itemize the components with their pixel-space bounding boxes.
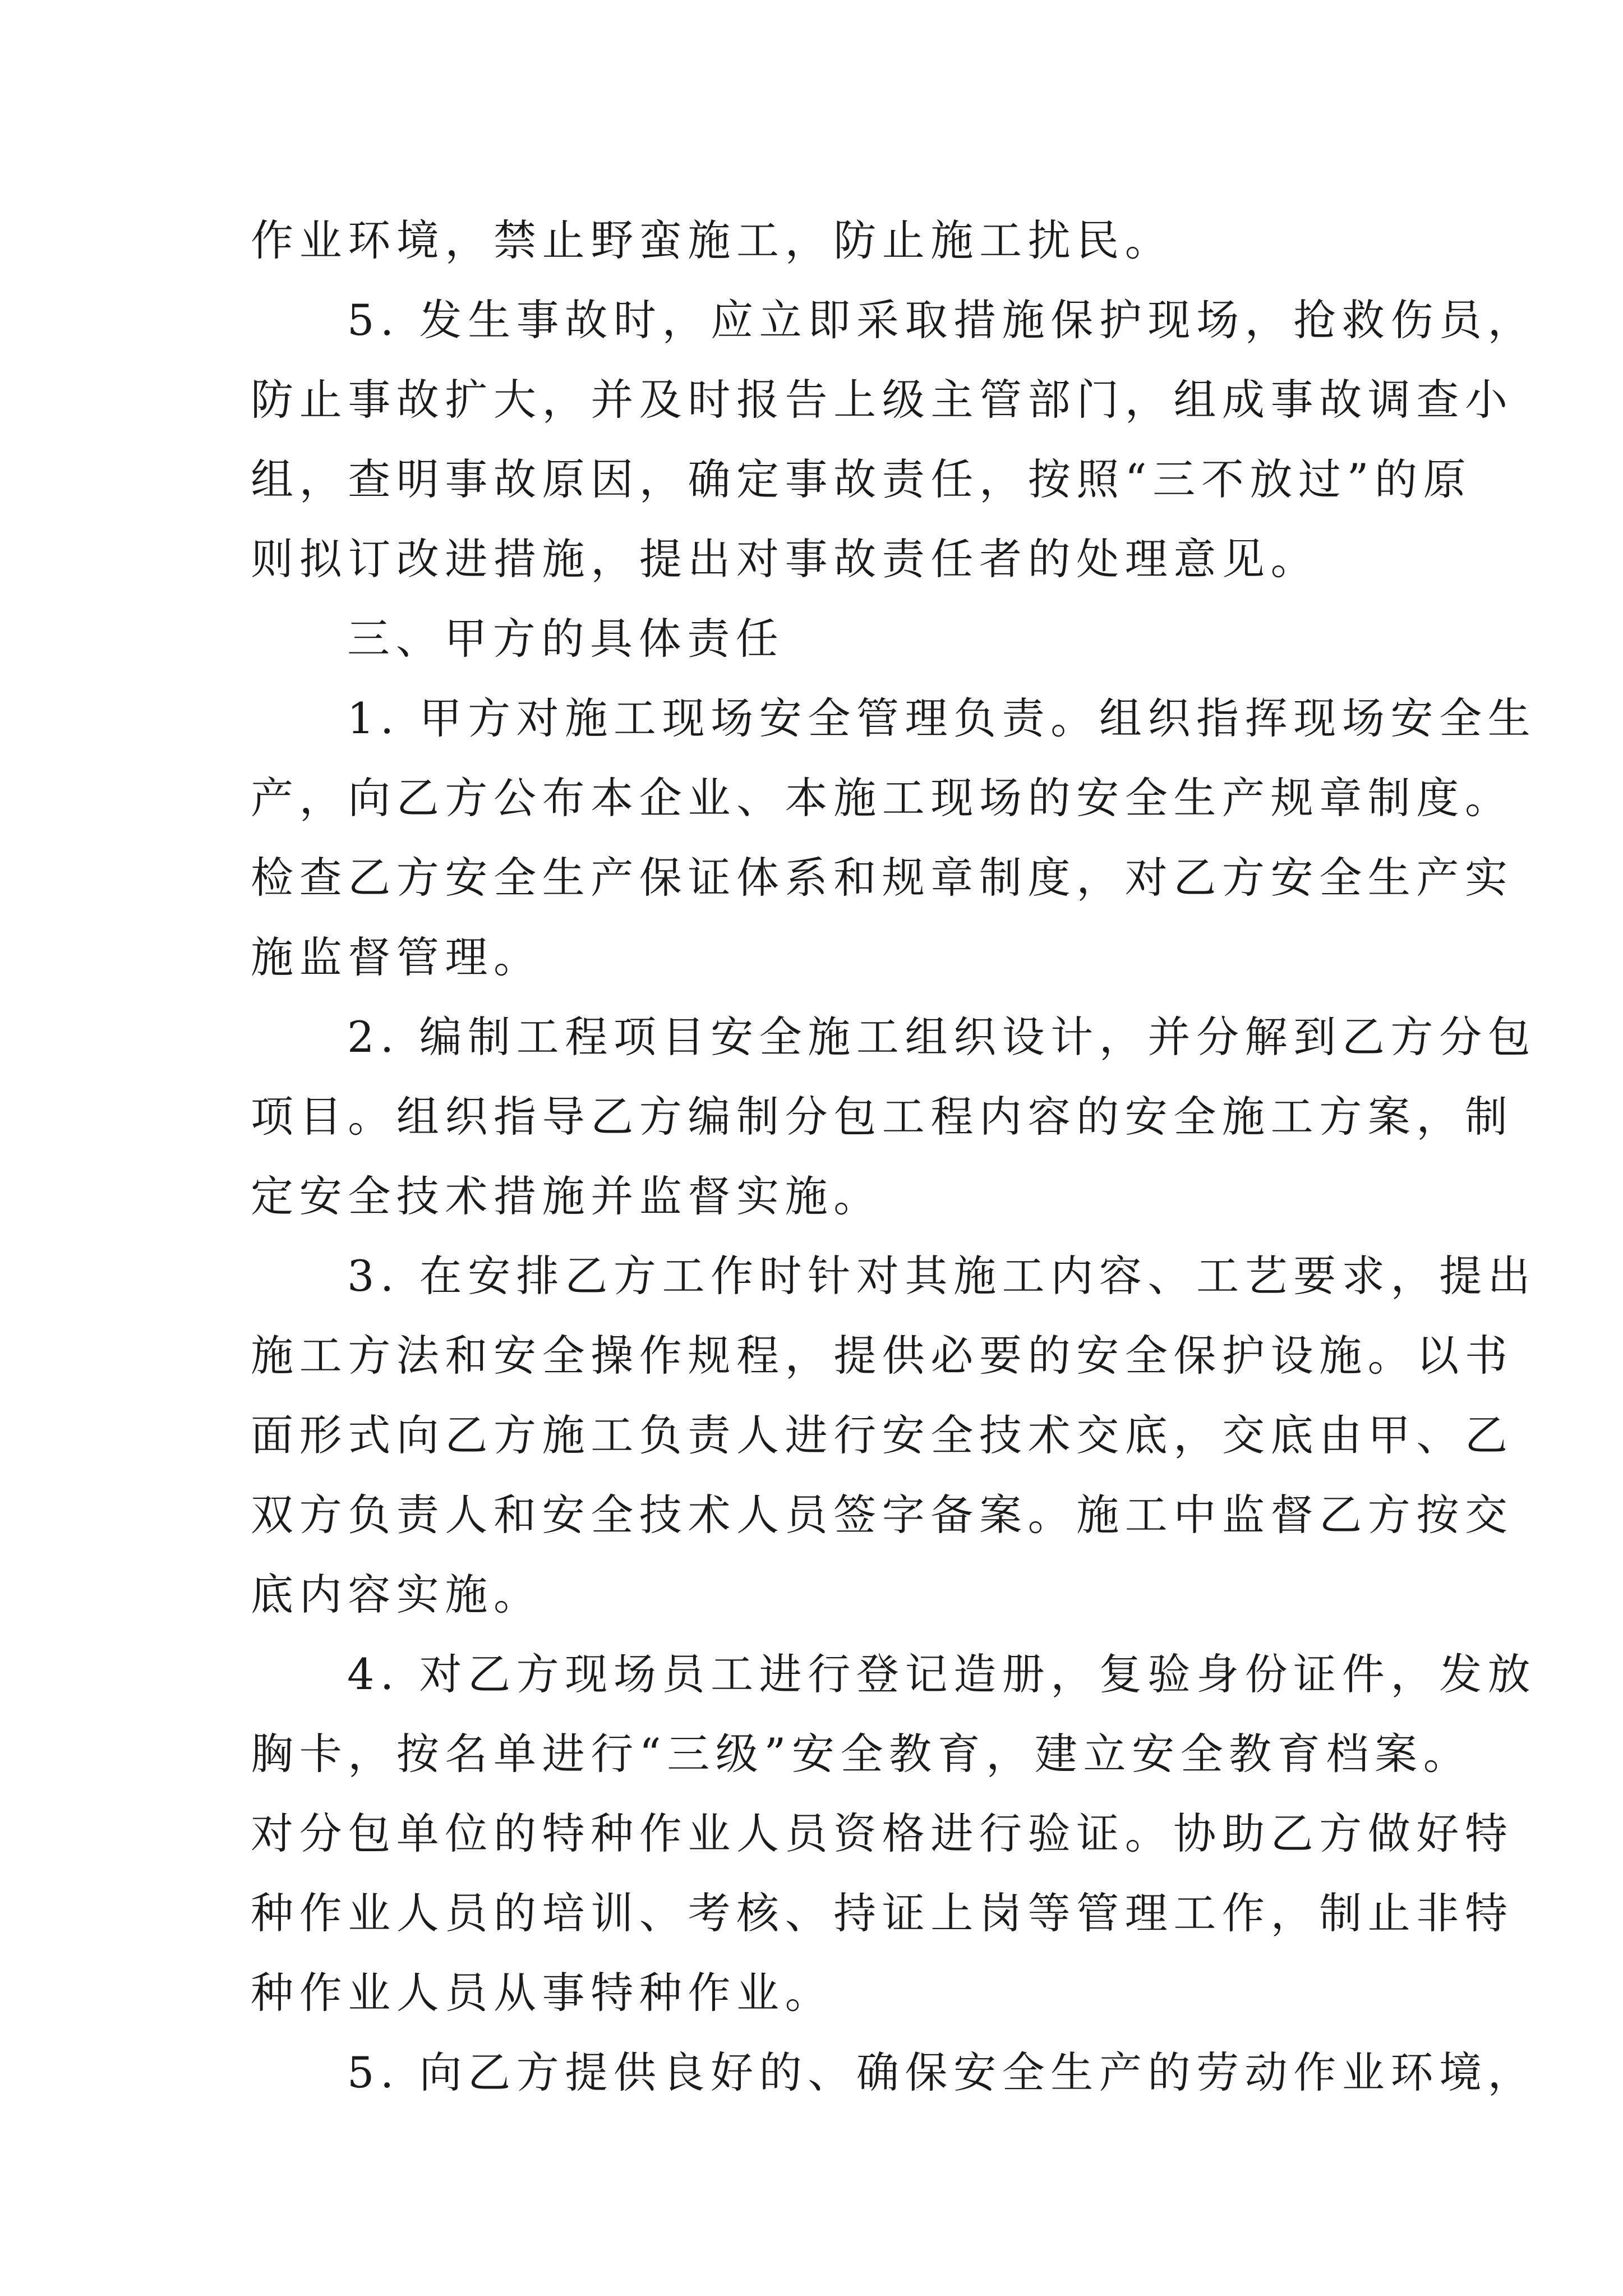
document-body bbox=[251, 201, 1537, 2113]
text-line: 胸卡，按名单进行“三级”安全教育，建立安全教育档案。 bbox=[251, 1729, 1472, 1779]
text-line: 检查乙方安全生产保证体系和规章制度，对乙方安全生产实 bbox=[251, 853, 1514, 903]
text-line: 3. 在安排乙方工作时针对其施工内容、工艺要求，提出 bbox=[347, 1251, 1537, 1301]
text-line: 作业环境，禁止野蛮施工，防止施工扰民。 bbox=[251, 215, 1174, 265]
text-line: 项目。组织指导乙方编制分包工程内容的安全施工方案，制 bbox=[251, 1092, 1514, 1142]
text-line: 组，查明事故原因，确定事故责任，按照“三不放过”的原 bbox=[251, 454, 1472, 504]
text-line: 种作业人员从事特种作业。 bbox=[251, 1968, 834, 2018]
text-line: 4. 对乙方现场员工进行登记造册，复验身份证件，发放 bbox=[347, 1649, 1537, 1699]
text-line: 则拟订改进措施，提出对事故责任者的处理意见。 bbox=[251, 534, 1320, 584]
text-line: 5. 发生事故时，应立即采取措施保护现场，抢救伤员， bbox=[347, 295, 1537, 345]
text-line: 定安全技术措施并监督实施。 bbox=[251, 1171, 882, 1221]
text-line: 对分包单位的特种作业人员资格进行验证。协助乙方做好特 bbox=[251, 1809, 1514, 1858]
text-line: 双方负责人和安全技术人员签字备案。施工中监督乙方按交 bbox=[251, 1490, 1514, 1540]
text-line: 防止事故扩大，并及时报告上级主管部门，组成事故调查小 bbox=[251, 375, 1514, 425]
text-line: 2. 编制工程项目安全施工组织设计，并分解到乙方分包 bbox=[347, 1012, 1537, 1062]
text-line: 底内容实施。 bbox=[251, 1570, 542, 1619]
text-line: 种作业人员的培训、考核、持证上岗等管理工作，制止非特 bbox=[251, 1888, 1514, 1938]
text-line: 施工方法和安全操作规程，提供必要的安全保护设施。以书 bbox=[251, 1331, 1514, 1381]
text-line: 产，向乙方公布本企业、本施工现场的安全生产规章制度。 bbox=[251, 773, 1514, 823]
text-line: 5. 向乙方提供良好的、确保安全生产的劳动作业环境， bbox=[347, 2047, 1537, 2097]
text-line: 施监督管理。 bbox=[251, 932, 542, 982]
text-line: 面形式向乙方施工负责人进行安全技术交底，交底由甲、乙 bbox=[251, 1410, 1514, 1460]
text-line: 1. 甲方对施工现场安全管理负责。组织指挥现场安全生 bbox=[347, 693, 1537, 743]
section-heading: 三、甲方的具体责任 bbox=[347, 614, 785, 664]
